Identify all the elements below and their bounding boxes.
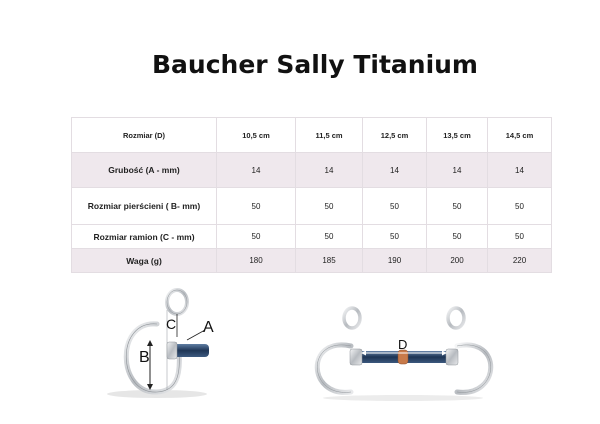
table-cell: 220 [488, 249, 552, 273]
right-hinge [446, 349, 458, 365]
label-c: C [166, 316, 177, 332]
label-d: D [398, 337, 408, 352]
label-b: B [139, 349, 150, 366]
table-cell: 200 [427, 249, 488, 273]
shadow [323, 395, 483, 401]
table-cell: 50 [296, 225, 363, 249]
table-cell: 190 [363, 249, 427, 273]
left-hinge [350, 349, 362, 365]
small-ring-outline [167, 290, 187, 314]
table-row [72, 225, 552, 249]
table-cell: 14 [488, 153, 552, 188]
table-cell: 180 [217, 249, 296, 273]
header-cell: 12,5 cm [363, 118, 427, 153]
table-cell: 14 [363, 153, 427, 188]
size-spec-table [71, 117, 552, 273]
header-cell: 10,5 cm [217, 118, 296, 153]
table-cell: 50 [217, 188, 296, 225]
arrow-head-icon [147, 340, 153, 346]
bit-side-view-diagram [95, 282, 255, 402]
page-title: Baucher Sally Titanium [151, 50, 478, 79]
row-label: Rozmiar pierścieni ( B- mm) [72, 188, 217, 225]
table-cell: 50 [427, 188, 488, 225]
label-a: A [203, 319, 214, 336]
header-cell: 14,5 cm [488, 118, 552, 153]
table-cell: 14 [427, 153, 488, 188]
header-cell: 13,5 cm [427, 118, 488, 153]
row-label: Grubość (A - mm) [72, 153, 217, 188]
row-label: Rozmiar ramion (C - mm) [72, 225, 217, 249]
table-cell: 185 [296, 249, 363, 273]
right-large-ring [457, 345, 491, 393]
table-cell: 14 [296, 153, 363, 188]
table-cell: 50 [488, 188, 552, 225]
table-row [72, 249, 552, 273]
table-cell: 14 [217, 153, 296, 188]
table-cell: 50 [363, 225, 427, 249]
table-cell: 50 [217, 225, 296, 249]
row-label: Waga (g) [72, 249, 217, 273]
table-header-row [72, 118, 552, 153]
bit-front-view-diagram [305, 306, 495, 406]
mouthpiece-sleeve [173, 344, 209, 357]
table-row [72, 153, 552, 188]
header-label: Rozmiar (D) [72, 118, 217, 153]
table-cell: 50 [488, 225, 552, 249]
copper-roller [398, 350, 408, 364]
table-row [72, 188, 552, 225]
table-cell: 50 [363, 188, 427, 225]
mouthpiece-hinge [167, 342, 177, 359]
left-large-ring [317, 345, 351, 393]
header-cell: 11,5 cm [296, 118, 363, 153]
table-cell: 50 [427, 225, 488, 249]
table-cell: 50 [296, 188, 363, 225]
